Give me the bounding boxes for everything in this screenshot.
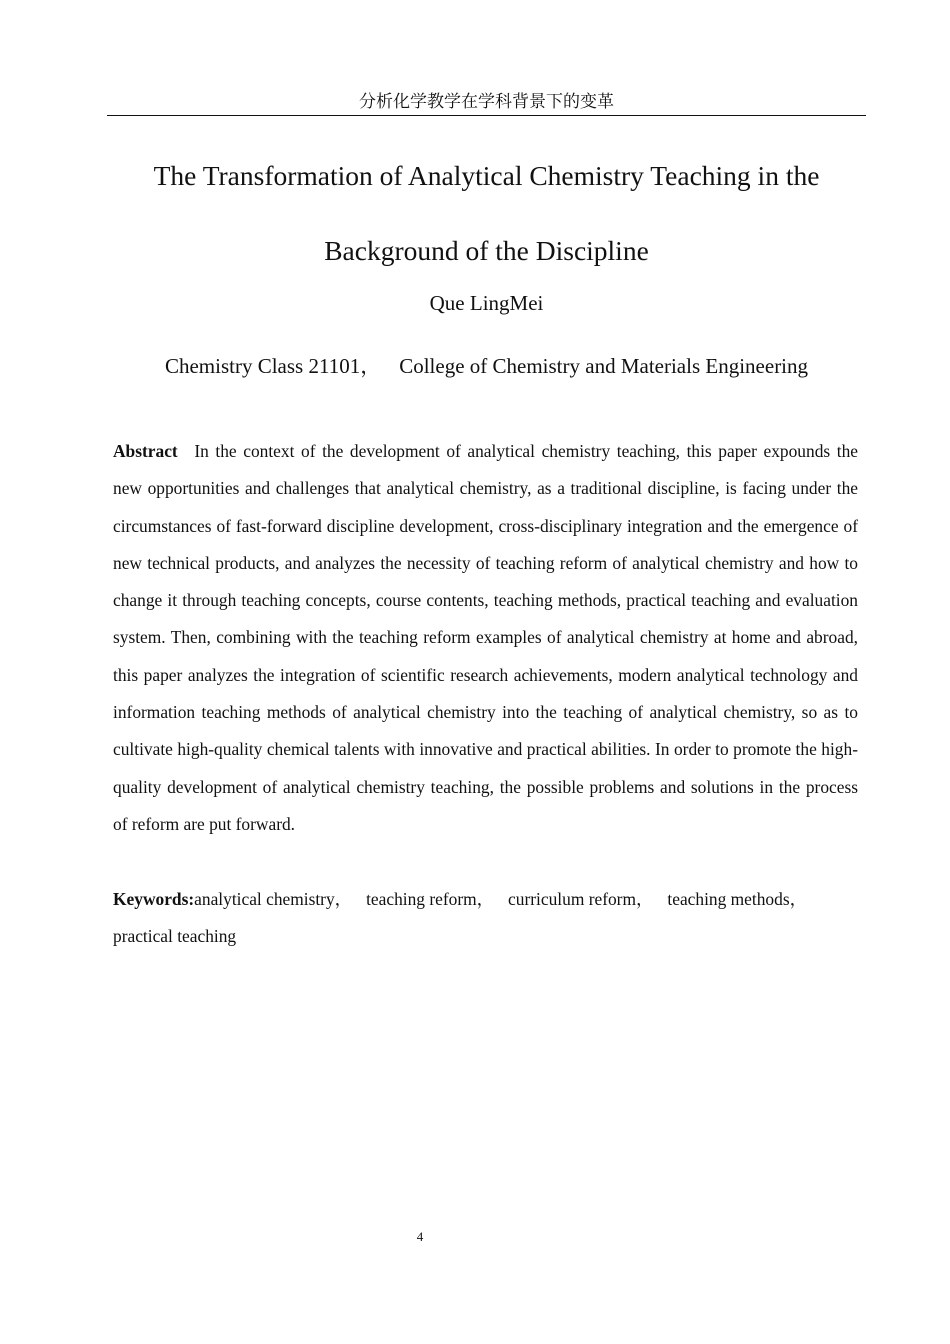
keyword-item: curriculum reform， <box>508 889 654 909</box>
affiliation-class: Chemistry Class 21101， <box>164 354 382 378</box>
author-affiliation <box>107 352 866 380</box>
keyword-item: analytical chemistry， <box>194 889 353 909</box>
keywords-label: Keywords: <box>113 889 195 909</box>
abstract-paragraph <box>113 433 858 843</box>
running-header: 分析化学教学在学科背景下的变革 <box>359 92 614 112</box>
header-rule <box>107 115 866 116</box>
keyword-item: teaching reform， <box>366 889 495 909</box>
keyword-item: teaching methods， <box>667 889 807 909</box>
paper-title-line-2: Background of the Discipline <box>324 235 649 266</box>
keywords-paragraph <box>113 881 858 955</box>
paper-title <box>107 138 866 288</box>
paper-title-line-1: The Transformation of Analytical Chemistry Teaching in the <box>153 160 820 191</box>
affiliation-college: College of Chemistry and Materials Engineering <box>399 354 809 378</box>
keyword-item: practical teaching <box>113 926 237 946</box>
abstract-label: Abstract <box>113 441 178 461</box>
author-name: Que LingMei <box>429 291 544 315</box>
abstract-text: In the context of the development of analytical chemistry teaching, this paper expounds the new opportunities and challenges that analytical chemistry, as a traditional discipline, is facing under the circumstances of fast-forward discipline development, cross-disciplinary integration and the emergence of new technical products, and analyzes the necessity of teaching reform of analytical chemistry and how to change it through teaching concepts, course contents, teaching methods, practical teaching and evaluation system. Then, combining with the teaching reform examples of analytical chemistry at home and abroad, this paper analyzes the integration of scientific research achievements, modern analytical technology and information teaching methods of analytical chemistry into the teaching of analytical chemistry, so as to cultivate high-quality chemical talents with innovative and practical abilities. In order to promote the high-quality development of analytical chemistry teaching, the possible problems and solutions in the process of reform are put forward. <box>113 441 858 834</box>
page-number: 4 <box>416 1229 424 1244</box>
